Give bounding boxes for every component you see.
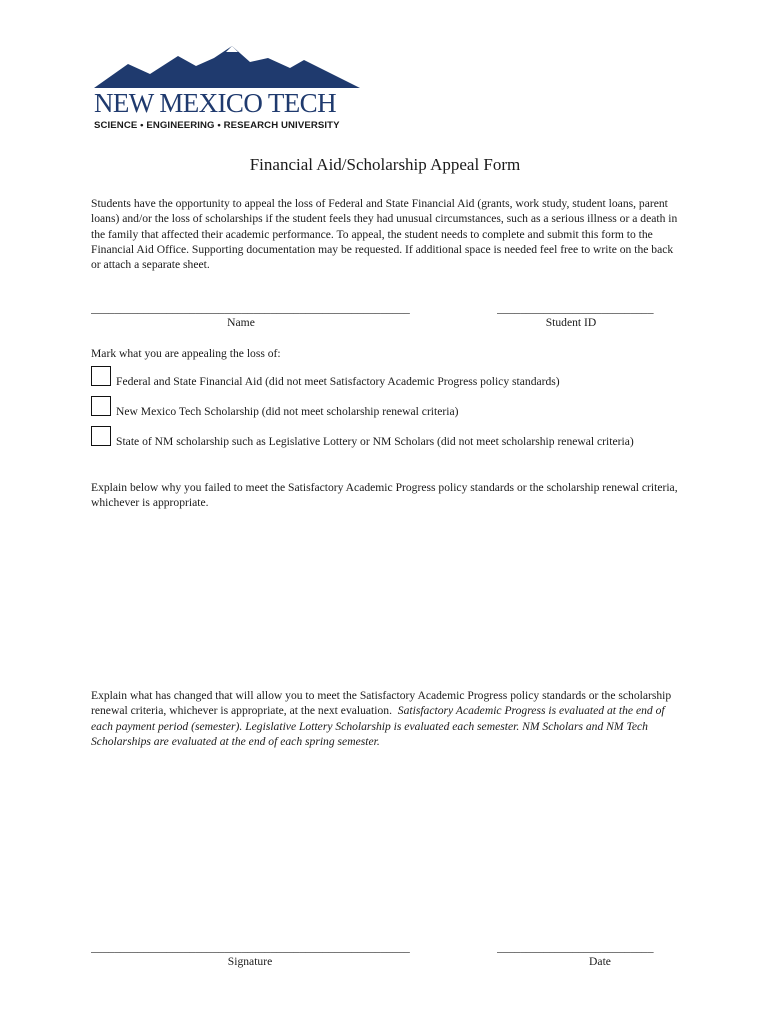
signature-field[interactable]: _______________________________________________________ xyxy=(91,941,410,954)
logo-name: NEW MEXICO TECH xyxy=(94,88,336,118)
date-label: Date xyxy=(589,955,611,968)
evaluation-note: Satisfactory Academic Progress is evaluated at the end of each payment period (semester). Legislative Lottery Scholarship is evaluated each semester. NM Scholars and NM Tech Scholarships are evaluated at the end of each spring semester. xyxy=(91,704,665,748)
form-title: Financial Aid/Scholarship Appeal Form xyxy=(249,155,521,174)
name-label: Name xyxy=(227,316,255,329)
mark-prompt: Mark what you are appealing the loss of: xyxy=(91,347,281,360)
nmt-scholarship-label: New Mexico Tech Scholarship (did not meet scholarship renewal criteria) xyxy=(116,405,459,418)
date-field[interactable]: ___________________________ xyxy=(497,941,654,954)
mountains-logo-icon xyxy=(92,44,362,90)
intro-paragraph: Students have the opportunity to appeal the loss of Federal and State Financial Aid (grants, work study, student loans, parent loans) and/or the loss of scholarships if the student feels they had unusual circumstances, such as a serious illness or a death in the family that affected their academic performance. To appeal, the student needs to complete and submit this form to the Financial Aid Office. Supporting documentation may be requested. If additional space is needed feel free to write on the back or attach a separate sheet. xyxy=(91,197,678,272)
name-field[interactable]: _______________________________________________________ xyxy=(91,302,410,315)
explain-changed-area[interactable] xyxy=(91,752,681,932)
state-scholarship-label: State of NM scholarship such as Legislative Lottery or NM Scholars (did not meet scholarship renewal criteria) xyxy=(116,435,634,448)
explain-failed-prompt: Explain below why you failed to meet the Satisfactory Academic Progress policy standards or the scholarship renewal criteria, whichever is appropriate. xyxy=(91,481,678,510)
logo-tagline: SCIENCE • ENGINEERING • RESEARCH UNIVERSITY xyxy=(94,120,340,131)
nmt-scholarship-checkbox[interactable] xyxy=(91,396,111,416)
student-id-label: Student ID xyxy=(545,316,597,329)
federal-aid-checkbox[interactable] xyxy=(91,366,111,386)
signature-label: Signature xyxy=(227,955,273,968)
explain-changed-text: Explain what has changed that will allow you to meet the Satisfactory Academic Progress policy standards or the scholarship renewal criteria, whichever is appropriate, at the next evaluation. xyxy=(91,689,672,718)
explain-changed-prompt xyxy=(91,688,681,749)
state-scholarship-checkbox[interactable] xyxy=(91,426,111,446)
student-id-field[interactable]: ___________________________ xyxy=(497,302,654,315)
federal-aid-label: Federal and State Financial Aid (did not meet Satisfactory Academic Progress policy standards) xyxy=(116,375,560,388)
explain-failed-area[interactable] xyxy=(91,516,681,676)
university-logo xyxy=(92,44,362,136)
